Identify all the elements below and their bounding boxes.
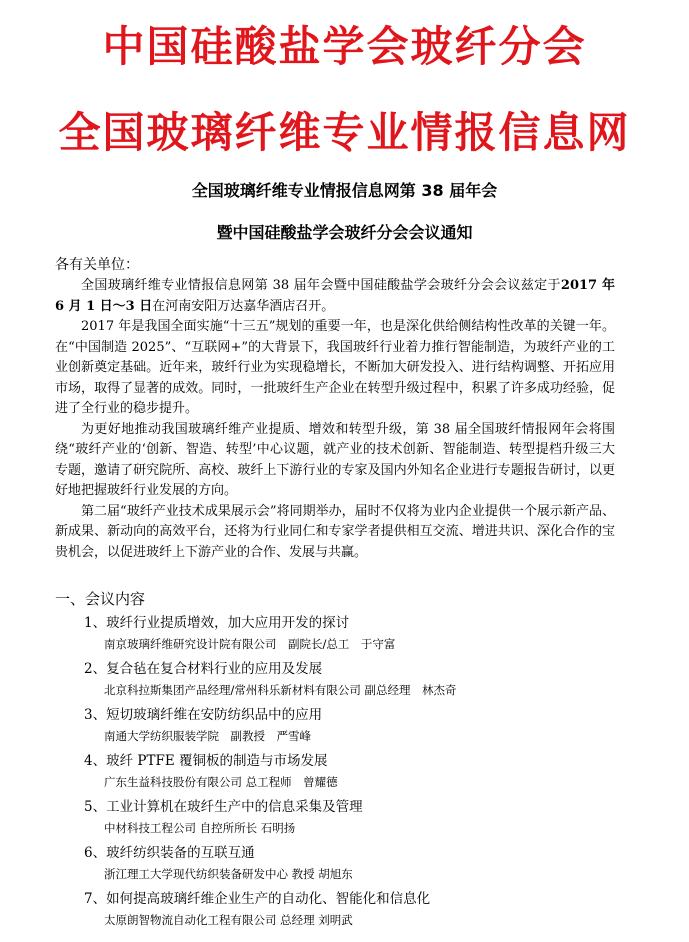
paragraph-4: 第二届“玻纤产业技术成果展示会”将同期举办，届时不仅将为业内企业提供一个展示新产品、新成果、新动向的高效平台，还将为行业同仁和专家学者提供相互交流、增进共识、深化合作的宝贵机会，以促进玻纤上下游产业的合作、发展与共赢。 [55,503,615,560]
header-line-1: 中国硅酸盐学会玻纤分会 [102,22,587,71]
topic-item [84,750,644,796]
topic-title: 2、复合毡在复合材料行业的应用及发展 [84,661,323,677]
topic-title: 7、如何提高玻璃纤维企业生产的自动化、智能化和信息化 [84,891,431,907]
paragraph-1-text-b: 在河南安阳万达嘉华酒店召开。 [152,298,335,314]
paragraph-1-text-a: 全国玻璃纤维专业情报信息网第 38 届年会暨中国硅酸盐学会玻纤分会会议兹定于 [81,278,561,293]
notice-body [55,254,615,563]
topic-item [84,796,644,842]
topic-item [84,888,644,934]
topic-item [84,612,644,658]
topic-title: 6、玻纤纺织装备的互联互通 [84,845,255,861]
meeting-date: 2017 年 6 月 1 日～3 日 [55,278,615,314]
notice-subtitle: 暨中国硅酸盐学会玻纤分会会议通知 [216,223,473,242]
topic-speaker: 南京玻璃纤维研究设计院有限公司 副院长/总工 于守富 [104,637,396,651]
topic-speaker: 浙江理工大学现代纺织装备研发中心 教授 胡旭东 [104,867,353,881]
topic-speaker: 太原朗智物流自动化工程有限公司 总经理 刘明武 [104,913,353,927]
paragraph-1 [55,276,615,317]
topic-title: 5、工业计算机在玻纤生产中的信息采集及管理 [84,799,363,815]
topic-item [84,658,644,704]
topic-speaker: 中材科技工程公司 自控所所长 石明扬 [104,821,296,835]
topic-item [84,842,644,888]
topic-title: 4、玻纤 PTFE 覆铜板的制造与市场发展 [84,753,328,769]
topic-title: 1、玻纤行业提质增效，加大应用开发的探讨 [84,615,350,631]
topic-item [84,704,644,750]
paragraph-2: 2017 年是我国全面实施“十三五”规划的重要一年，也是深化供给侧结构性改革的关键一年。在“中国制造 2025”、“互联网+”的大背景下，我国玻纤行业着力推行智能制造，为玻纤产业的工业创新奠定基础。近年来，玻纤行业为实现稳增长，不断加大研发投入、进行结构调整、开拓应用市场，取得了显著的成效。同时，一批玻纤生产企业在转型升级过程中，积累了许多成功经验，促进了全行业的稳步提升。 [55,319,615,416]
topic-speaker: 北京科拉斯集团产品经理/常州科乐新材料有限公司 副总经理 林杰奇 [104,683,457,697]
topic-title: 3、短切玻璃纤维在安防纺织品中的应用 [84,707,323,723]
paragraph-3: 为更好地推动我国玻璃纤维产业提质、增效和转型升级，第 38 届全国玻纤情报网年会将围绕“玻纤产业的‘创新、智造、转型’中心议题，就产业的技术创新、智能制造、转型提档升级三大专题，邀请了研究院所、高校、玻纤上下游行业的专家及国内外知名企业进行专题报告研讨，以更好地把握玻纤行业发展的方向。 [55,421,615,498]
section-heading-meeting-content: 一、会议内容 [55,590,146,608]
topic-list [84,612,644,934]
salutation: 各有关单位： [55,257,139,273]
topic-speaker: 南通大学纺织服装学院 副教授 严雪峰 [104,729,311,743]
header-line-2: 全国玻璃纤维专业情报信息网 [58,108,631,157]
notice-title: 全国玻璃纤维专业情报信息网第 38 届年会 [191,181,498,200]
topic-speaker: 广东生益科技股份有限公司 总工程师 曾耀德 [104,775,338,789]
